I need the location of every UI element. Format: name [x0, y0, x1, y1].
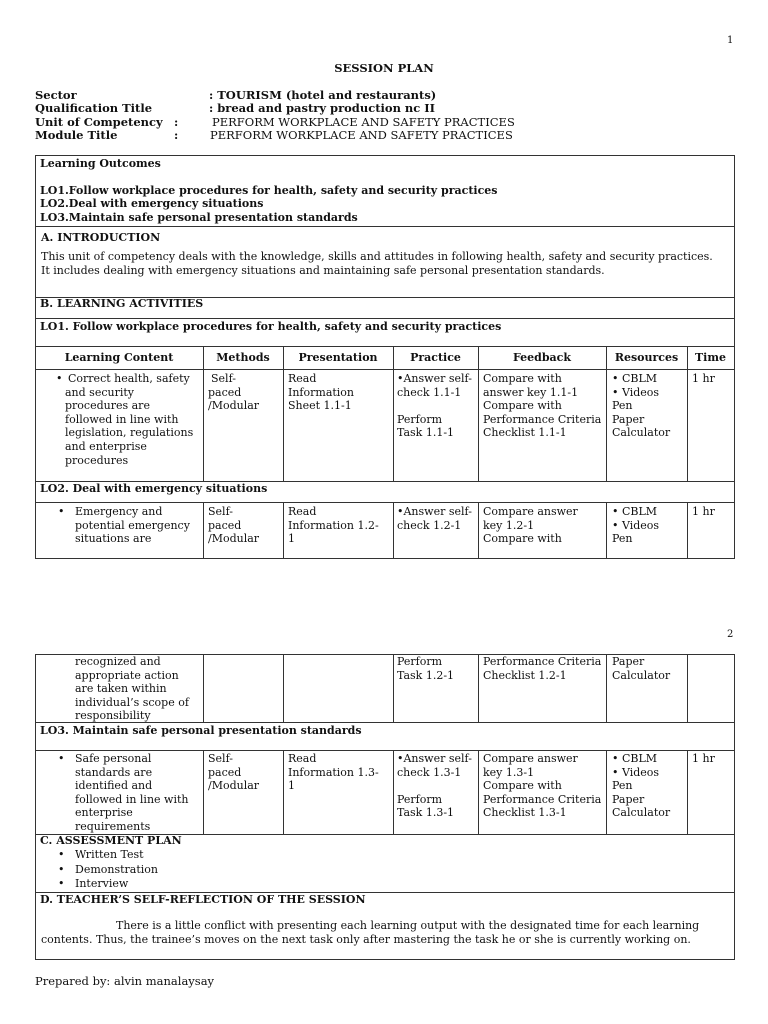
feedback-line: Performance Criteria: [483, 655, 602, 668]
methods-line: Self-: [208, 505, 233, 518]
content-line: • Safe personal: [58, 752, 201, 766]
feedback-line: key 1.2-1: [483, 518, 535, 532]
content-line: situations are: [75, 532, 152, 546]
presentation-line: Read: [288, 372, 317, 385]
content-line: identified and: [75, 779, 153, 793]
content-line: enterprise: [75, 806, 133, 820]
resources-line: • CBLM: [612, 372, 658, 385]
learning-outcome-item: LO2.Deal with emergency situations: [40, 197, 264, 210]
page-number: 1: [727, 35, 734, 46]
resources-line: Calculator: [612, 426, 671, 440]
methods-line: /Modular: [208, 532, 260, 546]
table-cell-content: [75, 655, 189, 723]
feedback-line: Compare with: [483, 779, 562, 793]
introduction-text: This unit of competency deals with the knowledge, skills and attitudes in following health, safety and security practices.: [41, 250, 713, 263]
content-line: standards are: [75, 765, 153, 779]
content-line: followed in line with: [65, 412, 179, 426]
content-line: legislation, regulations: [65, 426, 194, 440]
methods-line: /Modular: [208, 399, 260, 413]
feedback-line: Compare with: [483, 532, 562, 546]
page-title: SESSION PLAN: [334, 61, 434, 75]
content-line: are taken within: [75, 682, 167, 696]
table-cell-time: 1 hr: [692, 505, 715, 518]
assessment-heading: C. ASSESSMENT PLAN: [40, 834, 182, 847]
introduction-text: It includes dealing with emergency situations and maintaining safe personal presentation standards.: [41, 264, 605, 277]
resources-line: Calculator: [612, 806, 671, 820]
table-cell-presentation: [288, 372, 354, 413]
methods-line: paced: [208, 385, 242, 399]
table-cell-methods: [208, 372, 259, 413]
table-cell-content: [58, 505, 201, 546]
practice-line: Perform: [397, 412, 443, 426]
learning-outcome-item: LO1.Follow workplace procedures for health, safety and security practices: [40, 184, 498, 197]
table-cell-methods: [208, 752, 259, 793]
meta-value: PERFORM WORKPLACE AND SAFETY PRACTICES: [212, 115, 515, 129]
lo3-heading: LO3. Maintain safe personal presentation standards: [40, 724, 362, 737]
table-cell-feedback: [483, 372, 601, 440]
methods-line: paced: [208, 765, 242, 779]
page-number: 2: [727, 629, 734, 640]
table-cell-time: 1 hr: [692, 372, 715, 385]
resources-line: Pen: [612, 532, 633, 546]
practice-line: •Answer self-: [397, 752, 472, 765]
practice-line: Task 1.3-1: [397, 806, 455, 820]
meta-label: Qualification Title: [35, 101, 153, 115]
resources-line: Paper: [612, 655, 645, 668]
feedback-line: Compare with: [483, 399, 562, 413]
meta-label: Module Title: [35, 128, 118, 142]
practice-line: check 1.2-1: [397, 518, 462, 532]
prepared-by: Prepared by: alvin manalaysay: [35, 974, 215, 988]
content-line: procedures: [65, 453, 129, 467]
content-line: potential emergency: [75, 518, 190, 532]
table-cell-practice: [397, 505, 472, 532]
resources-line: Pen: [612, 399, 633, 413]
meta-value: : TOURISM (hotel and restaurants): [209, 88, 437, 102]
resources-line: • Videos: [612, 518, 660, 532]
column-header: Time: [694, 351, 726, 364]
column-header: Resources: [614, 351, 679, 364]
table-cell-presentation: [288, 505, 379, 546]
column-header: Learning Content: [64, 351, 174, 364]
reflection-text: contents. Thus, the trainee’s moves on the next task only after mastering the task he or she is currently working on.: [41, 933, 691, 946]
presentation-line: Information 1.3-: [288, 765, 379, 779]
assessment-list: [58, 848, 158, 892]
presentation-line: 1: [288, 779, 295, 793]
feedback-line: Compare answer: [483, 505, 578, 518]
practice-line: Perform: [397, 655, 443, 668]
practice-line: Perform: [397, 792, 443, 806]
table-cell-time: 1 hr: [692, 752, 715, 765]
resources-line: Paper: [612, 792, 645, 806]
lo1-heading: LO1. Follow workplace procedures for health, safety and security practices: [40, 320, 502, 333]
resources-line: • CBLM: [612, 752, 658, 765]
presentation-line: Information: [288, 385, 355, 399]
feedback-line: key 1.3-1: [483, 765, 535, 779]
resources-line: • Videos: [612, 765, 660, 779]
table-cell-content: [56, 372, 201, 467]
feedback-line: answer key 1.1-1: [483, 385, 579, 399]
content-line: individual’s scope of: [75, 695, 189, 709]
resources-line: Pen: [612, 779, 633, 793]
resources-line: Paper: [612, 412, 645, 426]
table-cell-feedback: [483, 505, 578, 546]
table-cell-resources: [612, 752, 670, 820]
presentation-line: 1: [288, 532, 295, 546]
methods-line: Self-: [208, 752, 233, 765]
content-line: followed in line with: [75, 792, 189, 806]
introduction-heading: A. INTRODUCTION: [41, 231, 161, 244]
practice-line: check 1.3-1: [397, 765, 462, 779]
resources-line: Calculator: [612, 668, 671, 682]
table-cell-content: [58, 752, 201, 834]
feedback-line: Compare answer: [483, 752, 578, 765]
column-header: Practice: [410, 351, 461, 364]
meta-value: : bread and pastry production nc II: [209, 101, 436, 115]
content-line: • Emergency and: [58, 505, 201, 519]
column-header: Feedback: [512, 351, 572, 364]
table-cell-feedback: [483, 655, 601, 682]
assessment-item: • Demonstration: [58, 863, 158, 878]
practice-line: Task 1.1-1: [397, 426, 455, 440]
learning-outcomes-heading: Learning Outcomes: [40, 157, 161, 170]
assessment-item: • Interview: [58, 877, 158, 892]
column-header: Methods: [216, 351, 270, 364]
content-line: requirements: [75, 819, 151, 833]
feedback-line: Checklist 1.2-1: [483, 668, 567, 682]
meta-value: PERFORM WORKPLACE AND SAFETY PRACTICES: [210, 128, 513, 142]
methods-line: /Modular: [208, 779, 260, 793]
content-line: recognized and: [75, 655, 161, 668]
practice-line: Task 1.2-1: [397, 668, 455, 682]
feedback-line: Checklist 1.3-1: [483, 806, 567, 820]
table-cell-resources: [612, 655, 670, 682]
presentation-line: Information 1.2-: [288, 518, 379, 532]
reflection-text: There is a little conflict with presenting each learning output with the designated time for each learning: [116, 919, 700, 932]
practice-line: •Answer self-: [397, 505, 472, 518]
table-cell-practice: [397, 372, 472, 440]
table-cell-practice: [397, 655, 454, 682]
table-cell-presentation: [288, 752, 379, 793]
content-line: appropriate action: [75, 668, 179, 682]
table-cell-resources: [612, 505, 659, 546]
content-line: procedures are: [65, 399, 150, 413]
table-cell-practice: [397, 752, 472, 820]
presentation-line: Read: [288, 505, 317, 518]
table-cell-feedback: [483, 752, 601, 820]
meta-label: Unit of Competency: [35, 115, 163, 129]
lo2-heading: LO2. Deal with emergency situations: [40, 482, 268, 495]
assessment-item: • Written Test: [58, 848, 158, 863]
feedback-line: Performance Criteria: [483, 792, 602, 806]
table-cell-resources: [612, 372, 670, 440]
presentation-line: Read: [288, 752, 317, 765]
practice-line: •Answer self-: [397, 372, 472, 385]
learning-outcome-item: LO3.Maintain safe personal presentation standards: [40, 211, 358, 224]
resources-line: • CBLM: [612, 505, 658, 518]
feedback-line: Performance Criteria: [483, 412, 602, 426]
meta-label: Sector: [35, 88, 77, 102]
feedback-line: Checklist 1.1-1: [483, 426, 567, 440]
learning-activities-heading: B. LEARNING ACTIVITIES: [40, 297, 204, 310]
meta-colon: :: [174, 115, 179, 129]
table-cell-methods: [208, 505, 259, 546]
content-line: and security: [65, 385, 134, 399]
content-line: • Correct health, safety: [56, 372, 201, 386]
content-line: and enterprise: [65, 439, 147, 453]
reflection-heading: D. TEACHER’S SELF-REFLECTION OF THE SESSION: [40, 893, 366, 906]
methods-line: Self-: [211, 372, 236, 385]
content-line: responsibility: [75, 709, 151, 723]
meta-colon: :: [174, 128, 179, 142]
practice-line: check 1.1-1: [397, 385, 462, 399]
presentation-line: Sheet 1.1-1: [288, 399, 352, 413]
methods-line: paced: [208, 518, 242, 532]
column-header: Presentation: [298, 351, 378, 364]
feedback-line: Compare with: [483, 372, 562, 385]
resources-line: • Videos: [612, 385, 660, 399]
